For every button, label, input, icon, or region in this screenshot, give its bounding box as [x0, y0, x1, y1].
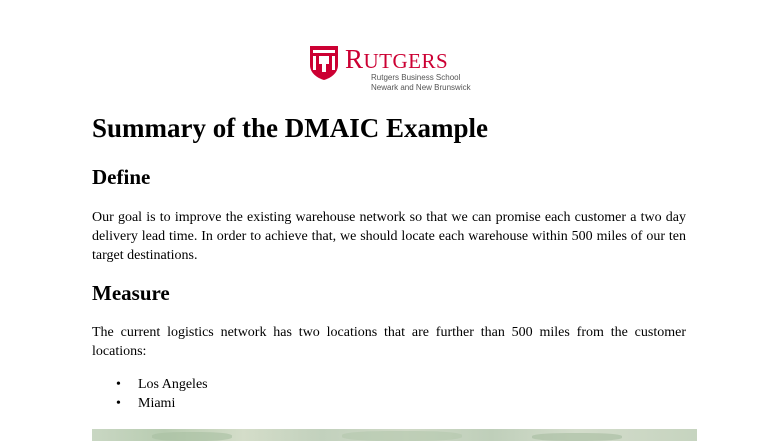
location-list — [92, 375, 208, 413]
define-paragraph: Our goal is to improve the existing warehouse network so that we can promise each customer a two day delivery lead time. In order to achieve that, we should locate each warehouse within 500 miles of our ten target destinations. — [92, 210, 686, 263]
rutgers-shield-icon — [309, 45, 339, 81]
list-item — [92, 375, 208, 394]
map-region — [152, 432, 232, 441]
measure-heading: Measure — [92, 281, 170, 305]
define-heading: Define — [92, 165, 151, 189]
rutgers-wordmark — [345, 44, 448, 76]
bullet-icon: • — [116, 377, 121, 392]
school-line-1: Rutgers Business School — [371, 73, 461, 82]
map-region — [342, 431, 462, 441]
school-line-2: Newark and New Brunswick — [371, 82, 471, 92]
brand-rest: UTGERS — [363, 49, 449, 73]
list-item-label: Los Angeles — [138, 377, 208, 392]
map-region — [532, 433, 622, 441]
brand-initial: R — [345, 44, 364, 74]
rutgers-logo — [309, 43, 479, 95]
map-image — [92, 429, 697, 441]
measure-paragraph: The current logistics network has two locations that are further than 500 miles from the customer locations: — [92, 325, 686, 359]
bullet-icon: • — [116, 396, 121, 411]
school-name — [371, 73, 471, 92]
page-title: Summary of the DMAIC Example — [92, 113, 488, 143]
list-item — [92, 394, 208, 413]
list-item-label: Miami — [138, 396, 176, 411]
